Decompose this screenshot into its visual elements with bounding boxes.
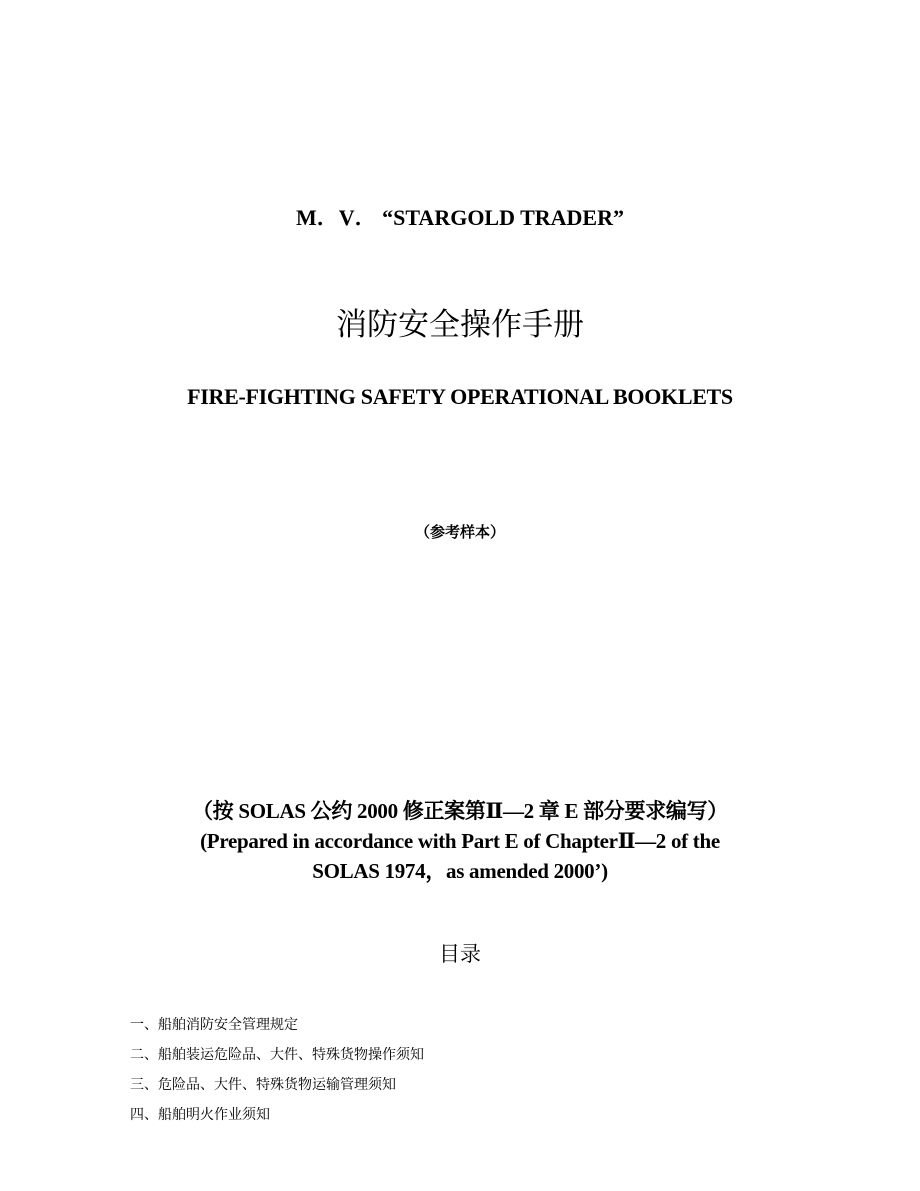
sample-note: （参考样本） bbox=[414, 523, 505, 541]
toc-item: 三、危险品、大件、特殊货物运输管理须知 bbox=[130, 1077, 396, 1093]
toc-item: 一、船舶消防安全管理规定 bbox=[130, 1017, 298, 1033]
toc-item: 四、船舶明火作业须知 bbox=[130, 1107, 270, 1123]
ship-name: M．V． “STARGOLD TRADER” bbox=[296, 205, 624, 230]
title-chinese: 消防安全操作手册 bbox=[336, 307, 584, 343]
toc-list bbox=[130, 1015, 424, 1135]
prepared-english-line-2: SOLAS 1974，as amended 2000’) bbox=[312, 859, 608, 883]
toc-item: 二、船舶装运危险品、大件、特殊货物操作须知 bbox=[130, 1047, 424, 1063]
prepared-english-line-1: (Prepared in accordance with Part E of ChapterⅡ—2 of the bbox=[200, 829, 720, 853]
toc-heading: 目录 bbox=[439, 942, 481, 966]
prepared-statement bbox=[0, 796, 920, 886]
prepared-chinese: （按 SOLAS 公约 2000 修正案第Ⅱ—2 章 E 部分要求编写） bbox=[191, 799, 729, 823]
title-english: FIRE-FIGHTING SAFETY OPERATIONAL BOOKLETS bbox=[187, 384, 733, 409]
